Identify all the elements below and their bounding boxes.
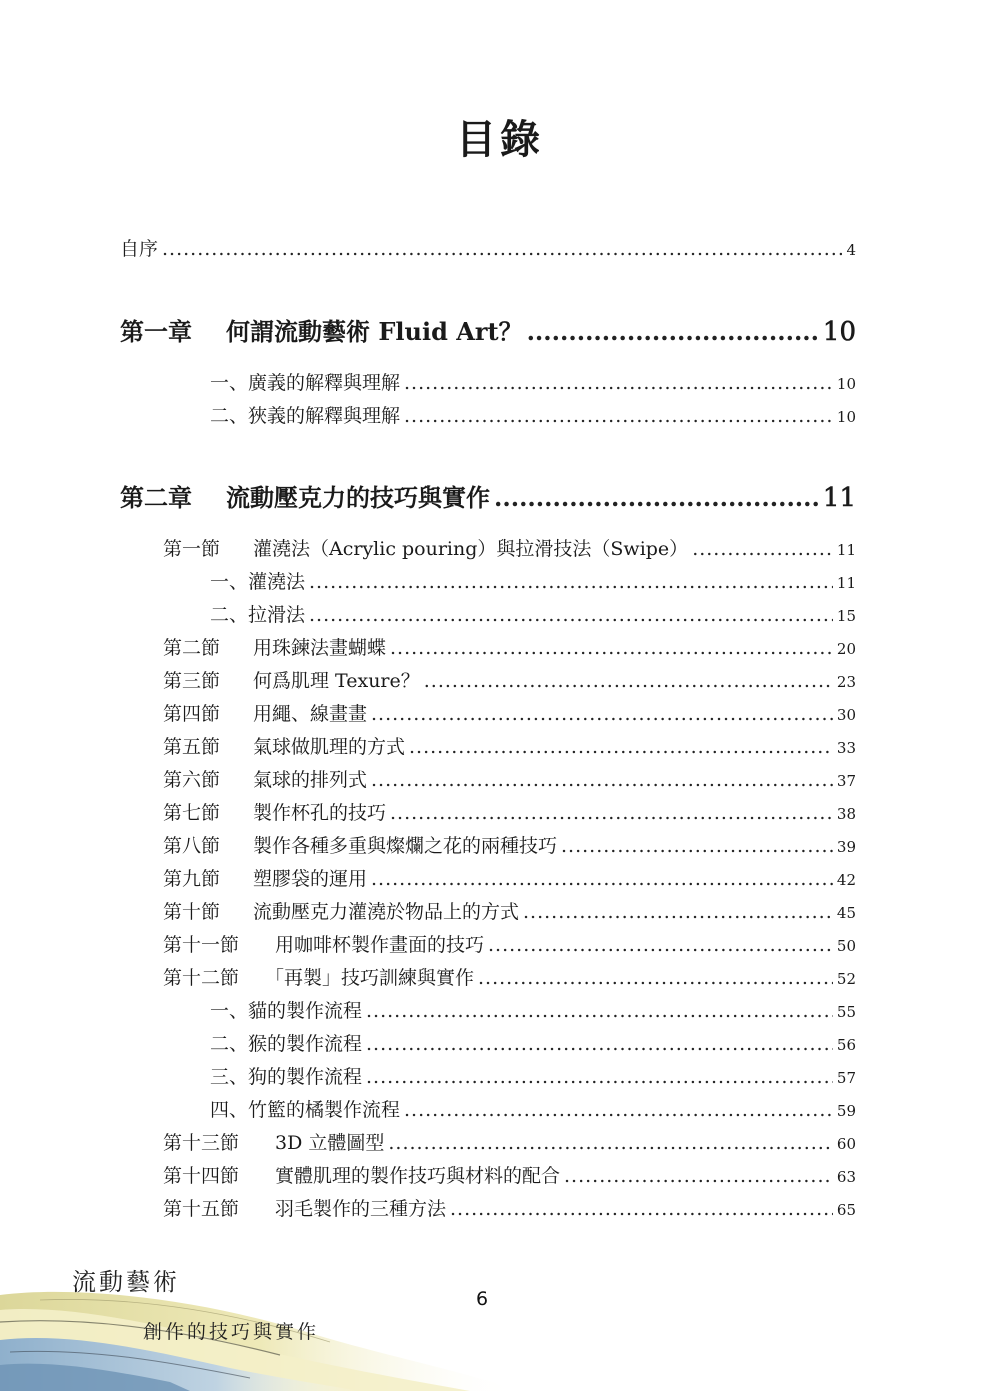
section-prefix: 第九節 — [163, 868, 221, 890]
toc-page-number: 11 — [836, 574, 856, 592]
toc-label: 二、拉滑法 — [210, 604, 306, 626]
dot-leader — [404, 402, 833, 430]
toc-label: 四、竹籃的橘製作流程 — [210, 1099, 401, 1121]
section-title: 實體肌理的製作技巧與材料的配合 — [275, 1165, 561, 1187]
section-title: 塑膠袋的運用 — [253, 868, 368, 890]
section-title: 氣球的排列式 — [253, 769, 368, 791]
toc-page-number: 10 — [836, 375, 856, 393]
toc-label — [163, 931, 484, 959]
section-prefix: 第十二節 — [163, 967, 240, 989]
toc-section[interactable] — [163, 733, 856, 761]
toc-label — [163, 700, 367, 728]
toc-page-number: 52 — [836, 970, 856, 988]
section-prefix: 第十節 — [163, 901, 221, 923]
toc-page-number: 57 — [836, 1069, 856, 1087]
dot-leader — [309, 568, 833, 596]
toc-label — [120, 480, 490, 516]
toc-label: 二、狹義的解釋與理解 — [210, 405, 401, 427]
toc-page-number: 4 — [846, 241, 856, 259]
section-title: 「再製」技巧訓練與實作 — [265, 967, 475, 989]
toc-label — [163, 964, 474, 992]
dot-leader — [494, 480, 819, 516]
toc-entry-preface[interactable] — [120, 235, 856, 263]
dot-leader — [478, 964, 833, 992]
dot-leader — [371, 865, 833, 893]
dot-leader — [450, 1195, 833, 1223]
toc-page-number: 20 — [836, 640, 856, 658]
section-prefix: 第十三節 — [163, 1132, 240, 1154]
section-title: 3D 立體圖型 — [275, 1132, 385, 1154]
chapter-prefix: 第一章 — [120, 317, 192, 346]
chapter-prefix: 第二章 — [120, 483, 192, 512]
toc-entry[interactable] — [210, 369, 856, 397]
section-title: 灌澆法（Acrylic pouring）與拉滑技法（Swipe） — [253, 538, 689, 560]
toc-label — [163, 733, 405, 761]
toc-entry[interactable] — [210, 601, 856, 629]
toc-entry[interactable] — [210, 1096, 856, 1124]
section-title: 製作杯孔的技巧 — [253, 802, 387, 824]
toc-entry[interactable] — [210, 1063, 856, 1091]
toc-section[interactable] — [163, 1162, 856, 1190]
toc-section[interactable] — [163, 700, 856, 728]
toc-page-number: 11 — [836, 541, 856, 559]
toc-label — [163, 898, 519, 926]
toc-label — [163, 865, 367, 893]
toc-section[interactable] — [163, 766, 856, 794]
toc-page-number: 59 — [836, 1102, 856, 1120]
toc-label: 一、廣義的解釋與理解 — [210, 372, 401, 394]
dot-leader — [366, 1030, 833, 1058]
toc-section[interactable] — [163, 1195, 856, 1223]
section-prefix: 第十四節 — [163, 1165, 240, 1187]
toc-section[interactable] — [163, 865, 856, 893]
toc-page-number: 50 — [836, 937, 856, 955]
toc-section[interactable] — [163, 535, 856, 563]
section-prefix: 第十一節 — [163, 934, 240, 956]
dot-leader — [390, 799, 833, 827]
toc-page-number: 56 — [836, 1036, 856, 1054]
toc-page-number: 39 — [836, 838, 856, 856]
toc-page-number: 37 — [836, 772, 856, 790]
section-prefix: 第六節 — [163, 769, 221, 791]
dot-leader — [404, 369, 833, 397]
dot-leader — [523, 898, 833, 926]
toc-entry[interactable] — [210, 568, 856, 596]
chapter-title: 流動壓克力的技巧與實作 — [226, 483, 490, 512]
toc-entry[interactable] — [210, 997, 856, 1025]
section-prefix: 第二節 — [163, 637, 221, 659]
section-title: 用咖啡杯製作畫面的技巧 — [275, 934, 485, 956]
toc-section[interactable] — [163, 832, 856, 860]
dot-leader — [390, 634, 833, 662]
toc-label — [163, 1129, 384, 1157]
toc-page-number: 60 — [836, 1135, 856, 1153]
toc-section[interactable] — [163, 634, 856, 662]
section-prefix: 第八節 — [163, 835, 221, 857]
dot-leader — [371, 766, 833, 794]
section-prefix: 第十五節 — [163, 1198, 240, 1220]
toc-label — [163, 535, 688, 563]
dot-leader — [564, 1162, 833, 1190]
toc-section[interactable] — [163, 964, 856, 992]
toc-page-number: 63 — [836, 1168, 856, 1186]
section-title: 製作各種多重與燦爛之花的兩種技巧 — [253, 835, 558, 857]
dot-leader — [692, 535, 833, 563]
dot-leader — [409, 733, 833, 761]
toc-chapter-2[interactable] — [120, 480, 856, 516]
dot-leader — [561, 832, 833, 860]
toc-section[interactable] — [163, 1129, 856, 1157]
section-title: 何爲肌理 Texure？ — [253, 670, 420, 692]
dot-leader — [404, 1096, 833, 1124]
section-title: 氣球做肌理的方式 — [253, 736, 406, 758]
toc-label: 一、貓的製作流程 — [210, 1000, 363, 1022]
toc-label: 一、灌澆法 — [210, 571, 306, 593]
toc-page-number: 65 — [836, 1201, 856, 1219]
dot-leader — [388, 1129, 833, 1157]
dot-leader — [488, 931, 833, 959]
section-title: 羽毛製作的三種方法 — [275, 1198, 447, 1220]
toc-page-number: 15 — [836, 607, 856, 625]
toc-section[interactable] — [163, 931, 856, 959]
toc-page-number: 10 — [836, 408, 856, 426]
toc-page-number: 38 — [836, 805, 856, 823]
toc-label: 自序 — [120, 238, 159, 260]
toc-page-number: 11 — [822, 483, 856, 513]
section-prefix: 第三節 — [163, 670, 221, 692]
toc-label: 二、猴的製作流程 — [210, 1033, 363, 1055]
dot-leader — [309, 601, 833, 629]
toc-label: 三、狗的製作流程 — [210, 1066, 363, 1088]
toc-page-number: 30 — [836, 706, 856, 724]
toc-page-number: 42 — [836, 871, 856, 889]
toc-section[interactable] — [163, 898, 856, 926]
section-prefix: 第四節 — [163, 703, 221, 725]
toc-page-number: 55 — [836, 1003, 856, 1021]
toc-section[interactable] — [163, 799, 856, 827]
toc-label — [163, 766, 367, 794]
book-title: 流動藝術 — [72, 1268, 180, 1296]
section-title: 用繩、線畫畫 — [253, 703, 368, 725]
dot-leader — [527, 314, 819, 350]
toc-page-number: 23 — [836, 673, 856, 691]
section-prefix: 第七節 — [163, 802, 221, 824]
dot-leader — [162, 235, 842, 263]
toc-label — [120, 314, 523, 350]
toc-page-number: 45 — [836, 904, 856, 922]
book-subtitle: 創作的技巧與實作 — [143, 1321, 320, 1343]
toc-entry[interactable] — [210, 1030, 856, 1058]
dot-leader — [371, 700, 833, 728]
toc-label — [163, 634, 386, 662]
dot-leader — [366, 1063, 833, 1091]
dot-leader — [424, 667, 833, 695]
section-prefix: 第五節 — [163, 736, 221, 758]
section-prefix: 第一節 — [163, 538, 221, 560]
page-title: 目錄 — [456, 116, 544, 163]
toc-page-number: 10 — [822, 317, 856, 347]
toc-label — [163, 1162, 560, 1190]
dot-leader — [366, 997, 833, 1025]
page-number: 6 — [476, 1288, 489, 1310]
toc-label — [163, 667, 420, 695]
section-title: 流動壓克力灌澆於物品上的方式 — [253, 901, 520, 923]
toc-label — [163, 832, 557, 860]
toc-label — [163, 1195, 446, 1223]
chapter-title: 何謂流動藝術 Fluid Art？ — [226, 317, 523, 346]
toc-chapter-1[interactable] — [120, 314, 856, 350]
toc-section[interactable] — [163, 667, 856, 695]
toc-page-number: 33 — [836, 739, 856, 757]
toc-label — [163, 799, 386, 827]
toc-entry[interactable] — [210, 402, 856, 430]
section-title: 用珠鍊法畫蝴蝶 — [253, 637, 387, 659]
